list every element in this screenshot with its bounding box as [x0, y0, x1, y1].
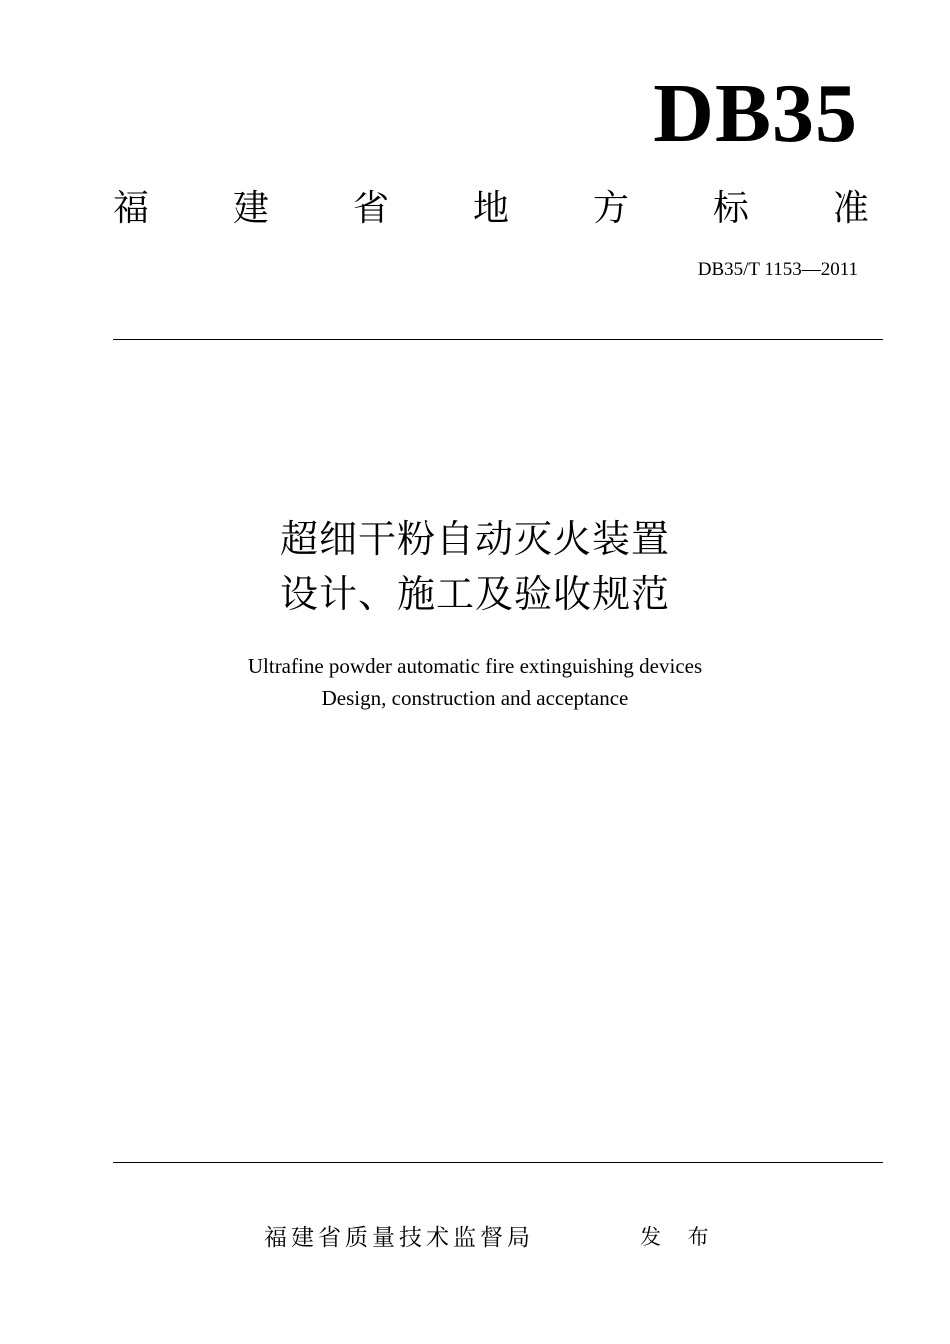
standard-type-char: 标	[712, 188, 749, 229]
standard-type-char: 准	[832, 188, 869, 229]
standard-type-char: 建	[232, 188, 269, 229]
standard-type-heading	[113, 184, 869, 234]
publisher-name: 福建省质量技术监督局	[264, 1225, 534, 1251]
top-divider	[113, 339, 883, 340]
standard-type-char: 地	[472, 188, 509, 229]
title-chinese-line-2: 设计、施工及验收规范	[279, 572, 670, 616]
standard-type-char: 方	[592, 188, 629, 229]
title-chinese-line-1: 超细干粉自动灭火装置	[279, 517, 670, 561]
standard-logo: DB35	[653, 67, 858, 160]
standard-type-char: 福	[113, 188, 150, 229]
title-english-line-1: Ultrafine powder automatic fire extinguishing devices	[247, 654, 703, 678]
standard-type-char: 省	[352, 188, 389, 229]
bottom-divider	[113, 1162, 883, 1163]
publish-label: 发 布	[640, 1225, 719, 1249]
standard-code: DB35/T 1153—2011	[697, 259, 858, 280]
title-english-line-2: Design, construction and acceptance	[321, 686, 629, 710]
